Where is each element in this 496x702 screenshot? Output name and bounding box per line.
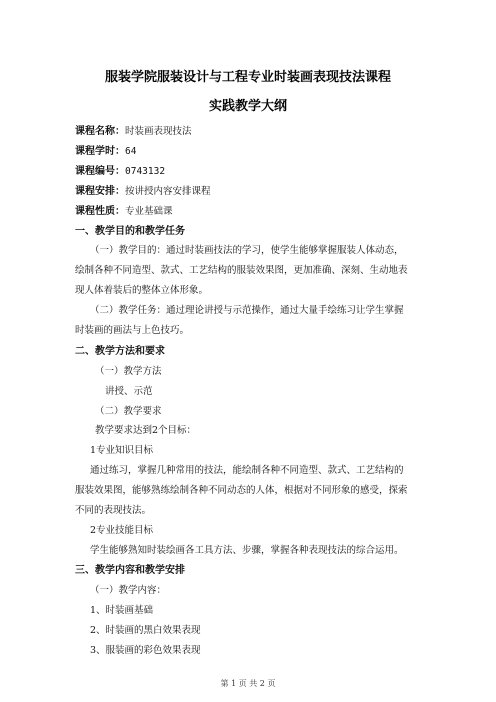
info-value: 64 [125, 146, 137, 157]
section-heading-1: 一、教学目的和教学任务 [75, 226, 185, 237]
subsection-title: （二）教学要求 [95, 406, 162, 417]
paragraph-line: （二）教学任务：通过理论讲授与示范操作，通过大量手绘练习让学生掌握 [90, 305, 404, 316]
list-item: 1、时装画基础 [90, 605, 154, 616]
subsection-title: （一）教学方法 [95, 366, 162, 377]
goal-title: 2专业技能目标 [90, 525, 154, 536]
section-heading-2: 二、教学方法和要求 [75, 346, 165, 357]
body-text: 教学要求达到2个目标： [95, 425, 197, 436]
section-heading-3: 三、教学内容和教学安排 [75, 565, 185, 576]
paragraph-line: 通过练习，掌握几种常用的技法，能绘制各种不同造型、款式、工艺结构的 [90, 465, 404, 476]
list-item: 3、服装画的彩色效果表现 [90, 645, 201, 656]
body-text: 讲授、示范 [105, 386, 153, 397]
paragraph-line: 绘制各种不同造型、款式、工艺结构的服装效果图，更加准确、深刻、生动地表 [75, 265, 408, 276]
info-course-hours [75, 146, 136, 158]
subsection-title: （一）教学内容： [90, 585, 167, 596]
info-course-name [75, 126, 192, 138]
info-course-code [75, 166, 165, 178]
info-label: 课程名称： [75, 126, 125, 137]
document-title: 服装学院服装设计与工程专业时装画表现技法课程 [104, 70, 391, 85]
info-value: 按讲授内容安排课程 [125, 186, 211, 197]
info-label: 课程安排： [75, 186, 125, 197]
page-number: 第 1 页 共 2 页 [220, 679, 276, 688]
info-label: 课程编号： [75, 166, 125, 177]
paragraph-line: 学生能够熟知时装绘画各工具方法、步骤，掌握各种表现技法的综合运用。 [90, 545, 404, 556]
info-label: 课程性质： [75, 206, 125, 217]
paragraph-line: 服装效果图，能够熟练绘制各种不同动态的人体，根据对不同形象的感受，探索 [75, 485, 408, 496]
paragraph-line: 时装画的画法与上色技巧。 [75, 325, 190, 336]
info-value: 时装画表现技法 [125, 126, 192, 137]
info-value: 0743132 [125, 166, 166, 177]
goal-title: 1专业知识目标 [90, 445, 154, 456]
info-label: 课程学时： [75, 146, 125, 157]
paragraph-line: 不同的表现技法。 [75, 505, 152, 516]
paragraph-line: 现人体着装后的整体立体形象。 [75, 285, 209, 296]
document-subtitle: 实践教学大纲 [208, 99, 287, 114]
info-value: 专业基础课 [125, 206, 173, 217]
info-course-nature [75, 206, 173, 218]
list-item: 2、时装画的黑白效果表现 [90, 625, 201, 636]
paragraph-line: （一）教学目的：通过时装画技法的学习，使学生能够掌握服装人体动态， [90, 245, 404, 256]
info-course-schedule [75, 186, 211, 198]
